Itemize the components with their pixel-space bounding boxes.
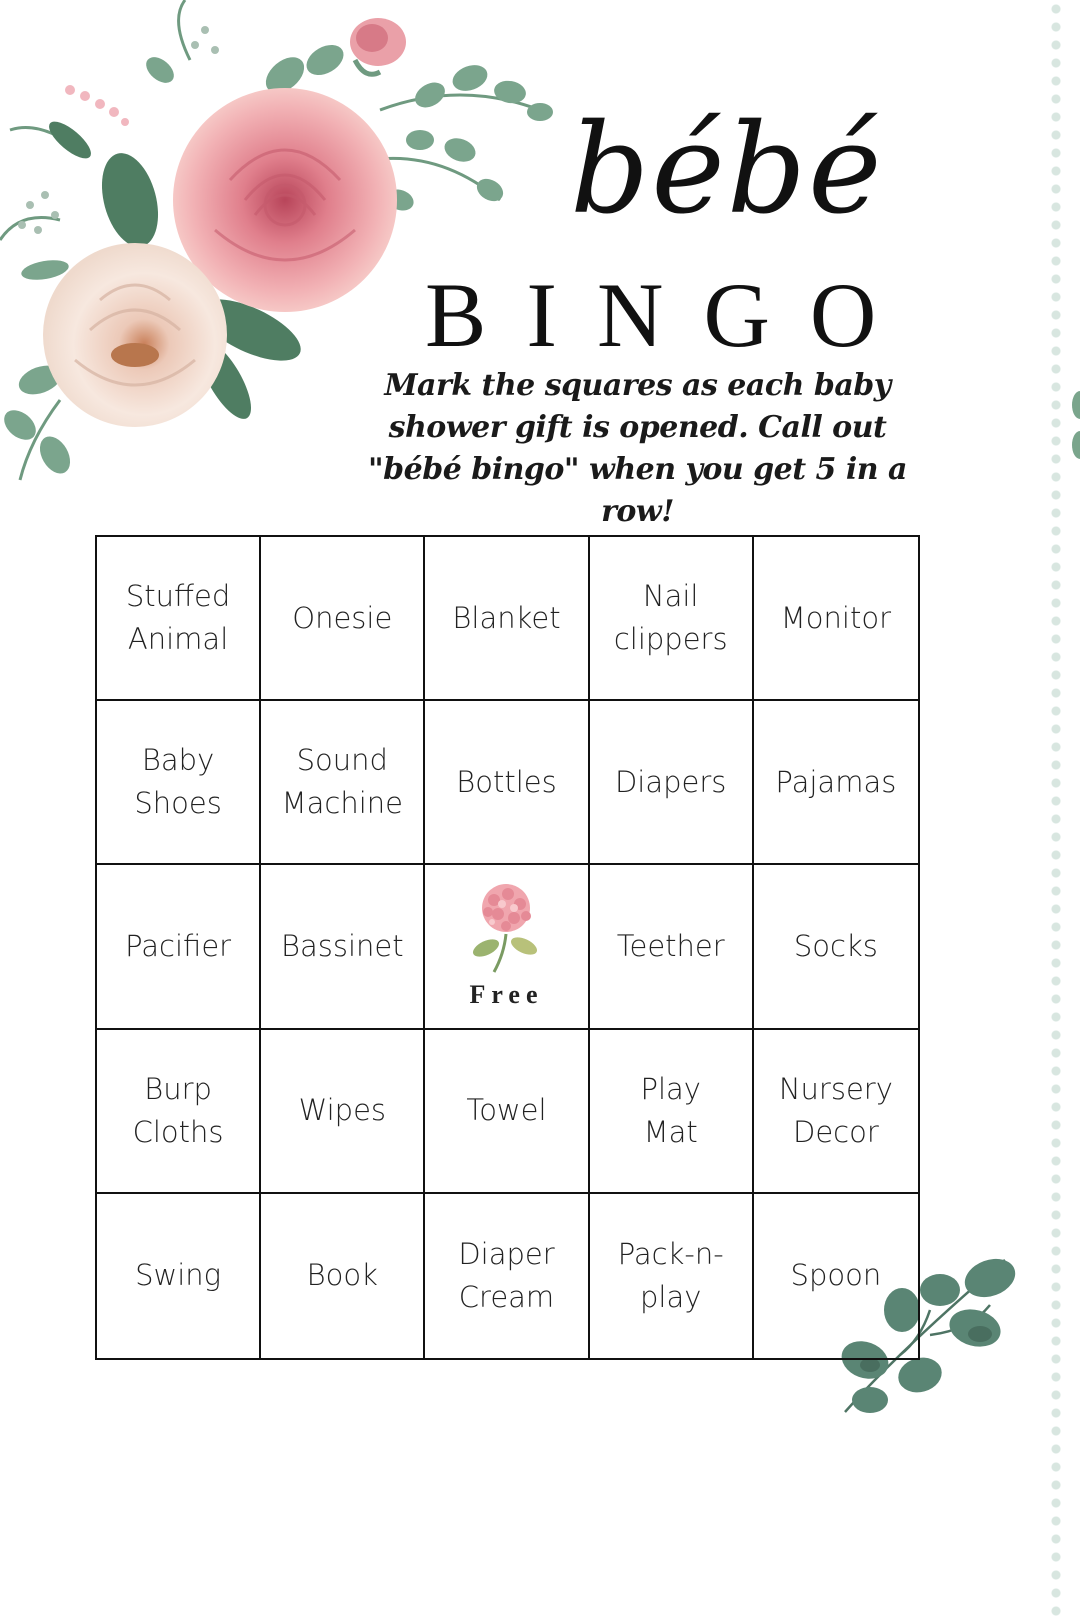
instructions-text: Mark the squares as each baby shower gift is opened. Call out "bébé bingo" when you get 5 in a row! bbox=[368, 368, 907, 529]
dotted-border bbox=[1048, 0, 1064, 1622]
free-square[interactable] bbox=[425, 865, 589, 1029]
bingo-square[interactable]: Pacifier bbox=[97, 865, 261, 1029]
bingo-square[interactable]: Spoon bbox=[790, 1258, 882, 1293]
bingo-square[interactable]: Sound Machine bbox=[261, 701, 425, 865]
bingo-square[interactable]: Baby Shoes bbox=[97, 701, 261, 865]
bingo-title: BINGO bbox=[425, 264, 917, 366]
bingo-square[interactable]: Monitor bbox=[754, 537, 918, 701]
bingo-square[interactable]: Play Mat bbox=[590, 1030, 754, 1194]
bingo-square[interactable]: Diapers bbox=[590, 701, 754, 865]
bingo-square[interactable]: Towel bbox=[425, 1030, 589, 1194]
bingo-square[interactable]: Wipes bbox=[261, 1030, 425, 1194]
bingo-square[interactable]: Burp Cloths bbox=[97, 1030, 261, 1194]
bingo-square[interactable]: Bottles bbox=[425, 701, 589, 865]
side-leaf-icon bbox=[1066, 385, 1080, 465]
bingo-square[interactable]: Nursery Decor bbox=[754, 1030, 918, 1194]
bingo-square[interactable]: Socks bbox=[754, 865, 918, 1029]
bingo-square[interactable]: Bassinet bbox=[261, 865, 425, 1029]
bingo-square[interactable]: Book bbox=[261, 1194, 425, 1358]
bingo-square[interactable]: Pajamas bbox=[754, 701, 918, 865]
bingo-square[interactable]: Diaper Cream bbox=[425, 1194, 589, 1358]
bingo-square[interactable]: Swing bbox=[97, 1194, 261, 1358]
free-label: Free bbox=[469, 980, 544, 1010]
bingo-square[interactable]: Pack-n- play bbox=[590, 1194, 754, 1358]
bingo-square[interactable]: Blanket bbox=[425, 537, 589, 701]
bingo-square[interactable]: Teether bbox=[590, 865, 754, 1029]
script-title: bébé bbox=[570, 98, 884, 242]
bingo-square[interactable]: Stuffed Animal bbox=[97, 537, 261, 701]
bingo-square[interactable]: Onesie bbox=[261, 537, 425, 701]
bingo-square[interactable]: Nail clippers bbox=[590, 537, 754, 701]
bingo-grid bbox=[95, 535, 920, 1360]
hydrangea-icon bbox=[468, 882, 544, 974]
